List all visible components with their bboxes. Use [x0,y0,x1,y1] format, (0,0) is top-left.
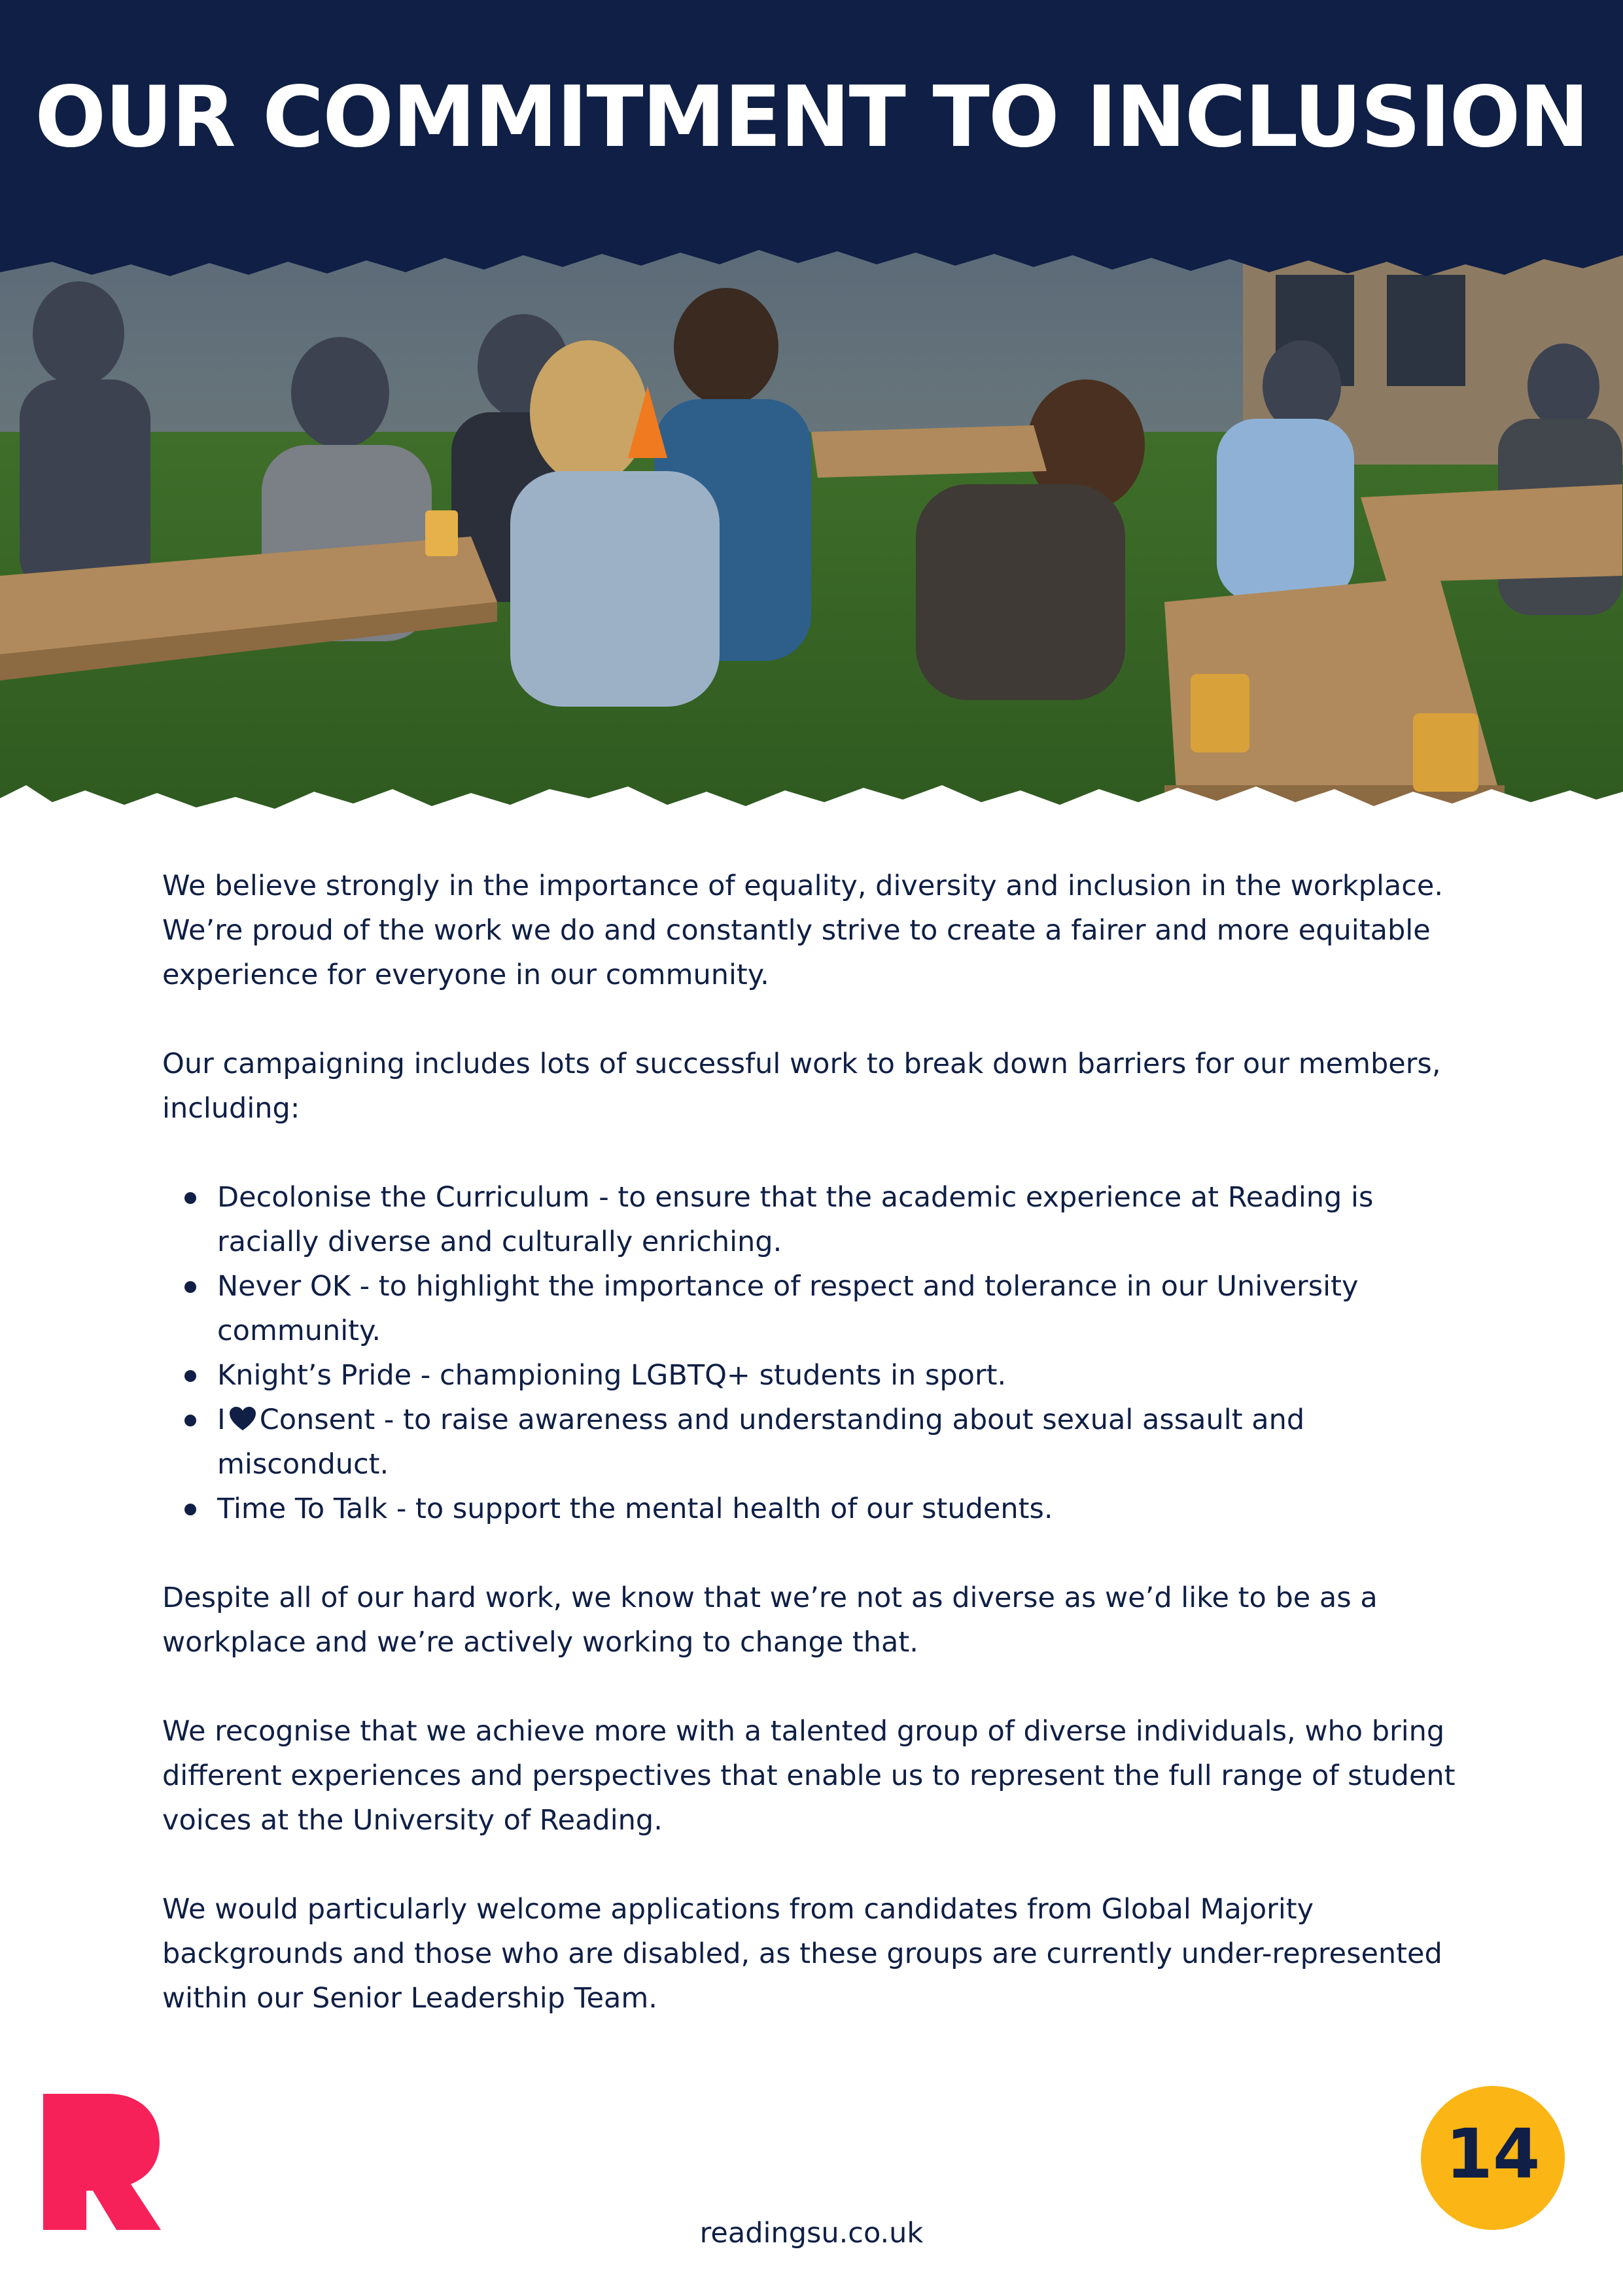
outdoor-picnic-photo [0,236,1623,811]
list-item: Never OK - to highlight the importance of respect and tolerance in our University community. [217,1264,1471,1353]
campaign-list [162,1175,1471,1531]
heart-icon [228,1405,257,1432]
page-number-badge [1421,2086,1565,2230]
list-item: Decolonise the Curriculum - to ensure that the academic experience at Reading is racially diverse and culturally enriching. [217,1175,1471,1264]
page-title: OUR COMMITMENT TO INCLUSION [35,69,1588,166]
consent-text: Consent - to raise awareness and understanding about sexual assault and misconduct. [217,1404,1305,1481]
list-item [217,1398,1471,1487]
diversity-gap-paragraph: Despite all of our hard work, we know that we’re not as diverse as we’d like to be as a workplace and we’re actively working to change that. [162,1581,1378,1659]
reading-su-logo-icon [43,2094,161,2230]
campaigning-intro: Our campaigning includes lots of successful work to break down barriers for our members, including: [162,1048,1441,1125]
consent-prefix: I [217,1404,226,1436]
footer-url[interactable]: readingsu.co.uk [699,2217,924,2250]
recognition-paragraph: We recognise that we achieve more with a talented group of diverse individuals, who bring different experiences and perspectives that enable us to represent the full range of student voices at the University of Reading. [162,1715,1456,1837]
list-item: Knight’s Pride - championing LGBTQ+ students in sport. [217,1353,1471,1398]
intro-paragraph: We believe strongly in the importance of equality, diversity and inclusion in the workplace. We’re proud of the work we do and constantly strive to create a fairer and more equitable experience for everyone in our community. [162,870,1444,991]
header-banner [0,0,1623,275]
welcome-paragraph: We would particularly welcome applications from candidates from Global Majority backgrounds and those who are disabled, as these groups are currently under-represented within our Senior Leadership Team. [162,1893,1442,2015]
page-number: 14 [1445,2114,1541,2194]
list-item: Time To Talk - to support the mental health of our students. [217,1487,1471,1531]
body-text [162,864,1471,2065]
